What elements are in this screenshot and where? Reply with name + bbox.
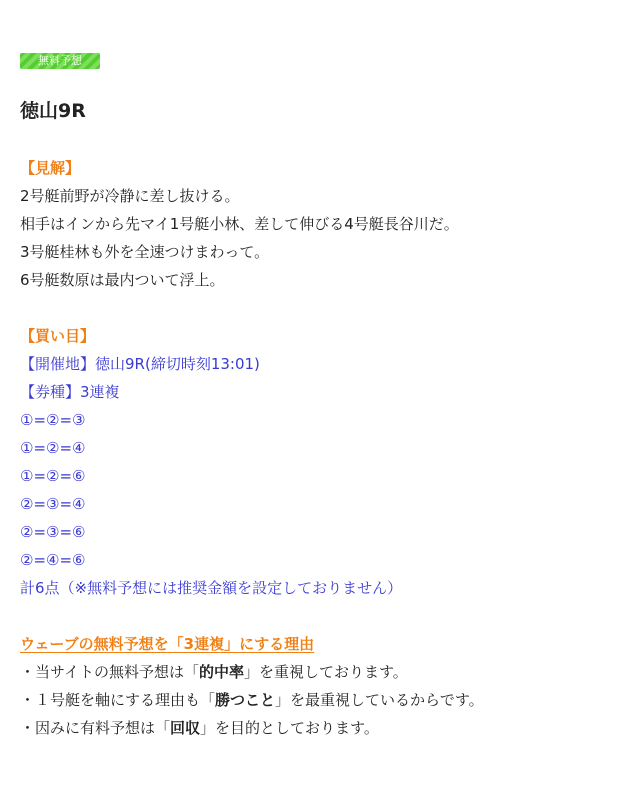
reason-line-1 [20,661,408,683]
page-title: 徳山9R [20,100,86,122]
bet-combo: ②=③=④ [20,495,86,513]
reason-line-2 [20,689,484,711]
bet-combo: ①=②=③ [20,411,86,429]
bet-combo: ②=④=⑥ [20,551,86,569]
opinion-heading: 【見解】 [20,159,81,177]
bets-venue: 【開催地】徳山9R(締切時刻13:01) [20,355,260,373]
opinion-line: 2号艇前野が冷静に差し抜ける。 [20,187,240,205]
opinion-line: 相手はインから先マイ1号艇小林、差して伸びる4号艇長谷川だ。 [20,215,459,233]
bet-combo: ②=③=⑥ [20,523,86,541]
reason-line-2-emphasis: 勝つこと [215,691,276,709]
reason-line-2-pre: ・１号艇を軸にする理由も「 [20,691,216,709]
bet-combo: ①=②=⑥ [20,467,86,485]
reason-line-2-post: 」を最重視しているからです。 [275,691,484,709]
opinion-line: 3号艇桂林も外を全速つけまわって。 [20,243,270,261]
reason-line-1-emphasis: 的中率 [198,663,244,681]
bets-heading: 【買い目】 [20,327,96,345]
reason-heading: ウェーブの無料予想を「3連複」にする理由 [20,635,315,653]
bet-combo: ①=②=④ [20,439,86,457]
reason-line-3-pre: ・因みに有料予想は「 [20,719,171,737]
reason-line-1-post: 」を重視しております。 [243,663,408,681]
reason-line-1-pre: ・当サイトの無料予想は「 [20,663,199,681]
free-prediction-badge: 無料予想 [20,53,100,69]
bets-type: 【券種】3連複 [20,383,120,401]
reason-line-3-emphasis: 回収 [170,719,201,737]
reason-line-3-post: 」を目的としております。 [200,719,379,737]
opinion-line: 6号艇数原は最内ついて浮上。 [20,271,225,289]
reason-line-3 [20,717,379,739]
bets-total: 計6点（※無料予想には推奨金額を設定しておりません） [20,579,403,597]
